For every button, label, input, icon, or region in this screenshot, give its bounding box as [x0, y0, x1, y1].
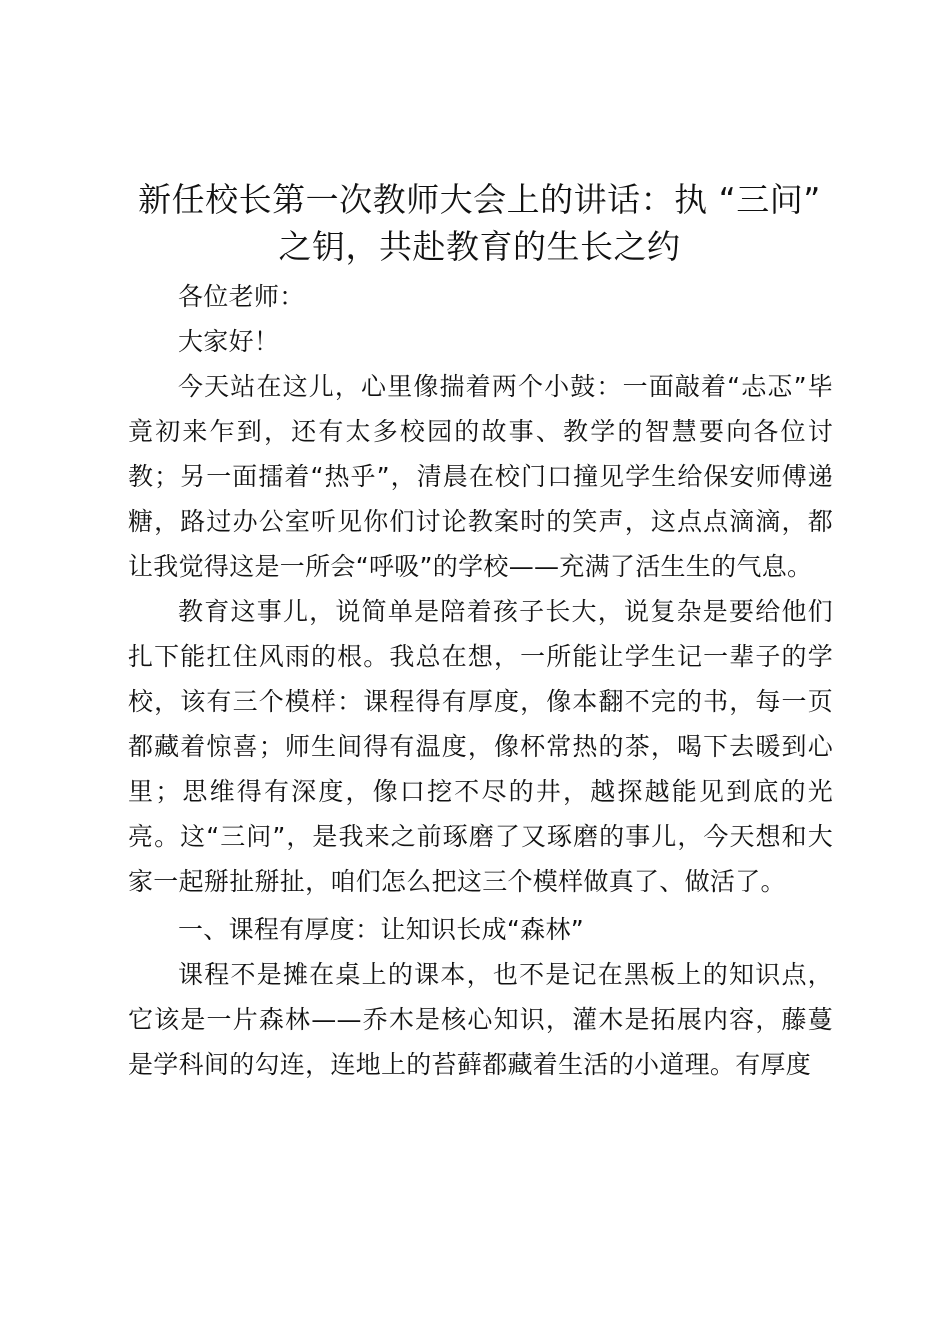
section-heading-curriculum: 一、课程有厚度：让知识长成“森林”	[178, 915, 585, 944]
paragraph-opening: 今天站在这儿，心里像揣着两个小鼓：一面敲着“忐忑”毕竟初来乍到，还有太多校园的故事、教学的智慧要向各位讨教；另一面擂着“热乎”，清晨在校门口撞见学生给保安师傅递糖，路过办公室听见你们讨论教案时的笑声，这点点滴滴，都让我觉得这是一所会“呼吸”的学校——充满了活生生的气息。	[128, 372, 833, 581]
paragraph-curriculum: 课程不是摊在桌上的课本，也不是记在黑板上的知识点，它该是一片森林——乔木是核心知识，灌木是拓展内容，藤蔓是学科间的勾连，连地上的苔藓都藏着生活的小道理。有厚度	[128, 960, 833, 1079]
document-body	[128, 274, 833, 1087]
salutation: 各位老师：	[178, 282, 305, 311]
document-title: 新任校长第一次教师大会上的讲话：执 “三问” 之钥，共赴教育的生长之约	[138, 180, 821, 266]
greeting: 大家好！	[178, 327, 280, 356]
paragraph-three-questions: 教育这事儿，说简单是陪着孩子长大，说复杂是要给他们扎下能扛住风雨的根。我总在想，一所能让学生记一辈子的学校，该有三个模样：课程得有厚度，像本翻不完的书，每一页都藏着惊喜；师生间得有温度，像杯常热的茶，喝下去暖到心里；思维得有深度，像口挖不尽的井，越探越能见到底的光亮。这“三问”，是我来之前琢磨了又琢磨的事儿，今天想和大家一起掰扯掰扯，咱们怎么把这三个模样做真了、做活了。	[128, 597, 833, 896]
